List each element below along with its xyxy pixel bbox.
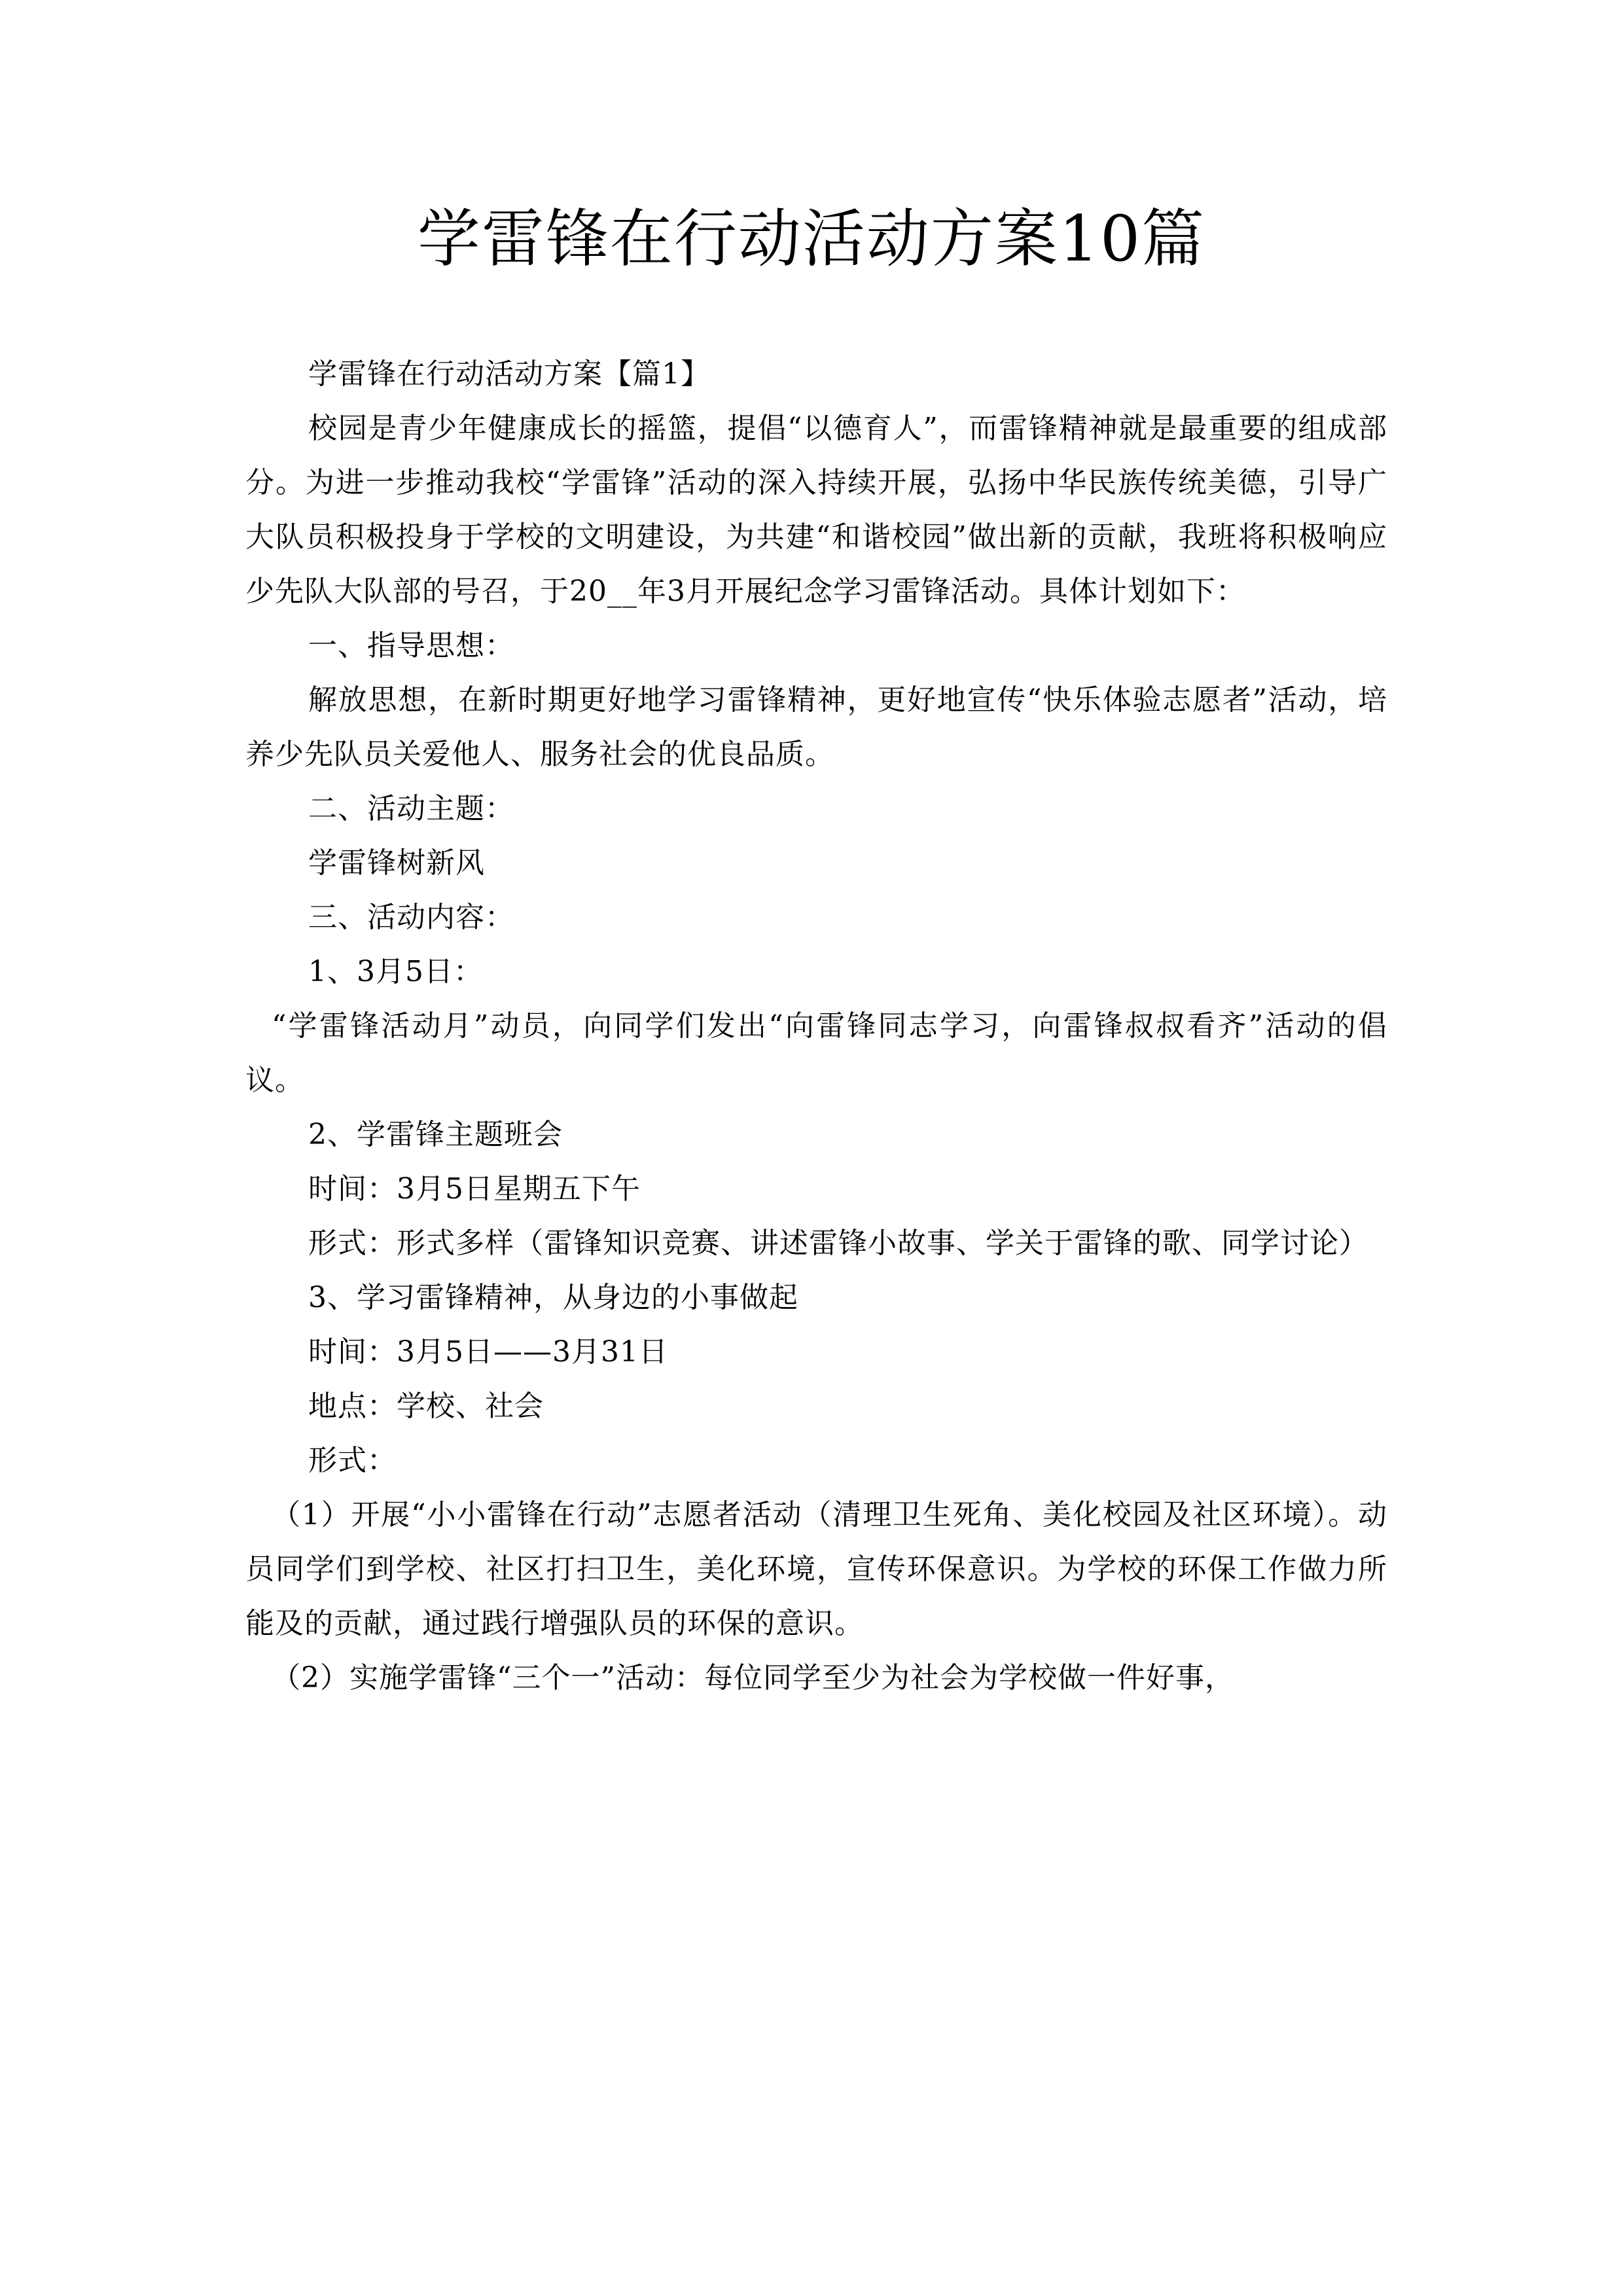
- item-3-format-1: （1）开展“小小雷锋在行动”志愿者活动（清理卫生死角、美化校园及社区环境）。动员同学们到学校、社区打扫卫生，美化环境，宣传环保意识。为学校的环保工作做力所能及的贡献，通过践行增强队员的环保的意识。: [245, 1498, 1387, 1640]
- heading-activity-theme: 二、活动主题：: [308, 792, 514, 825]
- item-2-time: 时间：3月5日星期五下午: [308, 1172, 641, 1206]
- item-3-time: 时间：3月5日——3月31日: [308, 1335, 668, 1369]
- item-2-format: 形式：形式多样（雷锋知识竞赛、讲述雷锋小故事、学关于雷锋的歌、同学讨论）: [308, 1227, 1368, 1260]
- item-1-date: 1、3月5日：: [308, 955, 483, 988]
- item-2-heading: 2、学雷锋主题班会: [308, 1118, 563, 1151]
- heading-activity-content: 三、活动内容：: [308, 901, 514, 934]
- item-3-format-label: 形式：: [308, 1444, 397, 1477]
- item-3-format-2: （2）实施学雷锋“三个一”活动：每位同学至少为社会为学校做一件好事，: [272, 1661, 1234, 1695]
- heading-guiding-ideology: 一、指导思想：: [308, 629, 514, 662]
- activity-theme-text: 学雷锋树新风: [308, 846, 485, 880]
- item-1-paragraph: “学雷锋活动月”动员，向同学们发出“向雷锋同志学习，向雷锋叔叔看齐”活动的倡议。: [245, 1009, 1387, 1097]
- section-heading-part-1: 学雷锋在行动活动方案【篇1】: [308, 357, 710, 391]
- document-body: [245, 347, 1387, 1705]
- intro-paragraph: 校园是青少年健康成长的摇篮，提倡“以德育人”，而雷锋精神就是最重要的组成部分。为进一步推动我校“学雷锋”活动的深入持续开展，弘扬中华民族传统美德，引导广大队员积极投身于学校的文明建设，为共建“和谐校园”做出新的贡献，我班将积极响应少先队大队部的号召，于20__年3月开展纪念学习雷锋活动。具体计划如下：: [245, 412, 1387, 608]
- guiding-ideology-paragraph: 解放思想，在新时期更好地学习雷锋精神，更好地宣传“快乐体验志愿者”活动，培养少先队员关爱他人、服务社会的优良品质。: [245, 683, 1387, 771]
- document-title: 学雷锋在行动活动方案10篇: [417, 202, 1206, 276]
- item-3-location: 地点：学校、社会: [308, 1390, 544, 1423]
- item-3-heading: 3、学习雷锋精神，从身边的小事做起: [308, 1281, 798, 1314]
